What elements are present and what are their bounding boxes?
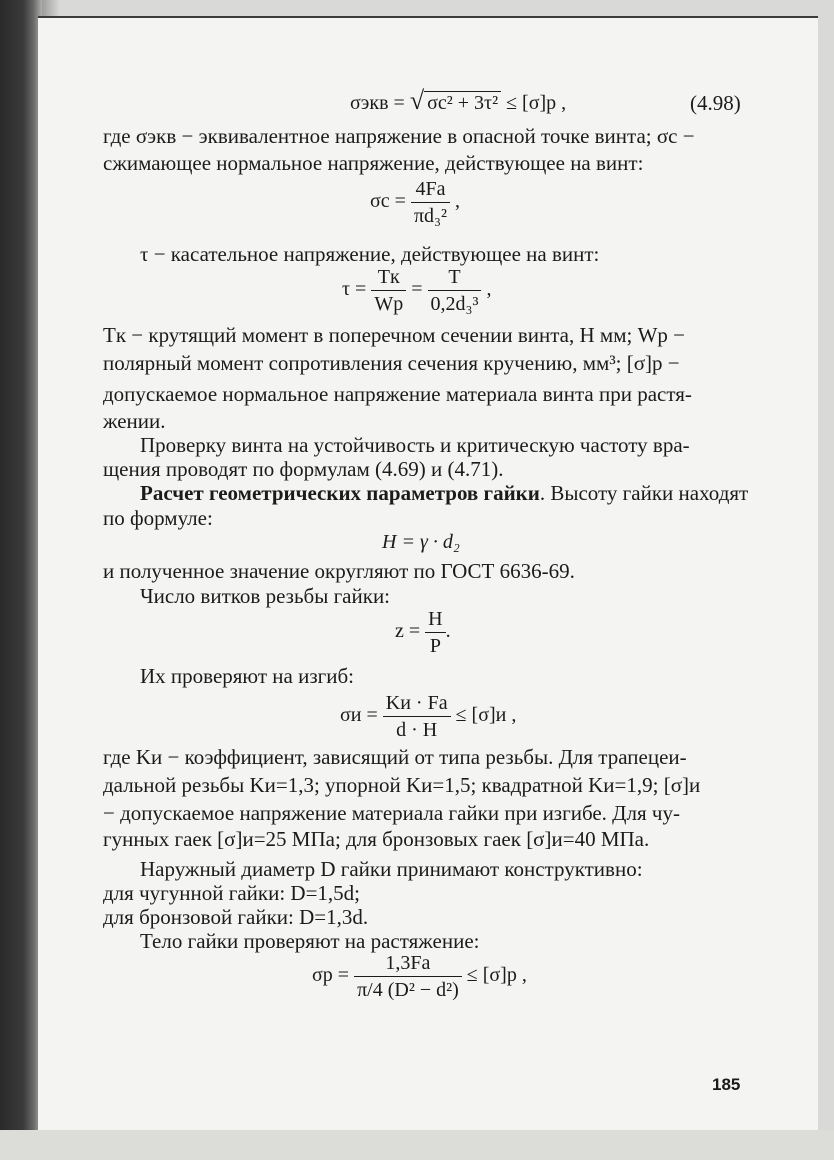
fraction-denominator: d · H (396, 719, 438, 741)
text-line: Тело гайки проверяют на растяжение: (140, 929, 480, 953)
text-line: для чугунной гайки: D=1,5d; (103, 881, 361, 905)
formula-sigma-p (312, 950, 527, 1003)
formula-sigma-u (340, 690, 516, 743)
page-number: 185 (712, 1075, 741, 1094)
text-line: и полученное значение округляют по ГОСТ 6636-69. (103, 559, 575, 583)
text-line: дальной резьбы Kи=1,3; упорной Kи=1,5; квадратной Kи=1,9; [σ]и (103, 773, 701, 797)
text-line: полярный момент сопротивления сечения кручению, мм³; [σ]p − (103, 351, 680, 375)
eq-lhs: σэкв = (350, 92, 410, 114)
fraction-denominator: π/4 (D² − d²) (357, 979, 459, 1001)
formula-tail: , (450, 190, 461, 213)
text-line: где Kи − коэффициент, зависящий от типа резьбы. Для трапецеи- (103, 745, 687, 769)
formula-tail: ≤ [σ]и , (450, 704, 517, 727)
formula-sigma-c (370, 176, 460, 229)
sqrt-sign: √ (409, 86, 425, 115)
text-line: Проверку винта на устойчивость и критическую частоту вра- (140, 433, 690, 457)
formula-equals: = (406, 278, 428, 301)
equation-number: (4.98) (690, 91, 741, 115)
formula-tau (342, 264, 491, 317)
formula-tail: ≤ [σ]p , (461, 964, 527, 987)
text-line: . Высоту гайки находят (539, 481, 749, 505)
formula-z (395, 606, 451, 659)
book-spine-shadow (0, 0, 42, 1160)
fraction-denominator: P (429, 635, 441, 657)
eq-rhs: ≤ [σ]p , (501, 92, 567, 114)
page-bottom-edge (0, 1130, 834, 1160)
formula-tail: . (445, 620, 451, 643)
formula-lhs: σи = (340, 704, 383, 727)
radicand: σc² + 3τ² (424, 91, 501, 114)
text-line: допускаемое нормальное напряжение материала винта при растя- (103, 382, 692, 406)
fraction-numerator: T (428, 264, 482, 291)
text-line: жении. (103, 409, 166, 433)
formula-lhs: z = (395, 620, 426, 643)
section-heading: Расчет геометрических параметров гайки (140, 481, 540, 505)
text-line: щения проводят по формулам (4.69) и (4.71). (103, 457, 504, 481)
text-line: где σэкв − эквивалентное напряжение в опасной точке винта; σc − (103, 124, 695, 148)
formula-lhs: σc = (370, 190, 411, 213)
fraction-numerator: H (425, 606, 445, 633)
text-line: сжимающее нормальное напряжение, действующее на винт: (103, 151, 644, 175)
formula-lhs: σp = (312, 964, 355, 987)
text-line: τ − касательное напряжение, действующее на винт: (140, 242, 600, 266)
text-line: гунных гаек [σ]и=25 МПа; для бронзовых гаек [σ]и=40 МПа. (103, 827, 650, 851)
section-heading-line (140, 480, 748, 506)
fraction-numerator: 4Fa (411, 176, 450, 203)
text-line: для бронзовой гайки: D=1,3d. (103, 905, 369, 929)
fraction-numerator: Tк (371, 264, 406, 291)
text-line: − допускаемое напряжение материала гайки при изгибе. Для чу- (103, 801, 680, 825)
text-line: Наружный диаметр D гайки принимают конструктивно: (140, 857, 643, 881)
fraction-denominator: 0,2d₃³ (430, 293, 479, 315)
fraction-numerator: 1,3Fa (354, 950, 462, 977)
fraction-denominator: πd₃² (413, 205, 448, 227)
formula-lhs: τ = (342, 278, 372, 301)
text-line: Tк − крутящий момент в поперечном сечении винта, Н мм; Wp − (103, 323, 685, 347)
fraction-numerator: Kи · Fa (383, 690, 451, 717)
formula-h: H = γ · d₂ (382, 531, 460, 553)
text-line: по формуле: (103, 506, 213, 530)
formula-tail: , (481, 278, 492, 301)
fraction-denominator: Wp (374, 293, 404, 315)
text-line: Их проверяют на изгиб: (140, 664, 354, 688)
text-line: Число витков резьбы гайки: (140, 584, 391, 608)
equation-4-98 (350, 86, 566, 116)
